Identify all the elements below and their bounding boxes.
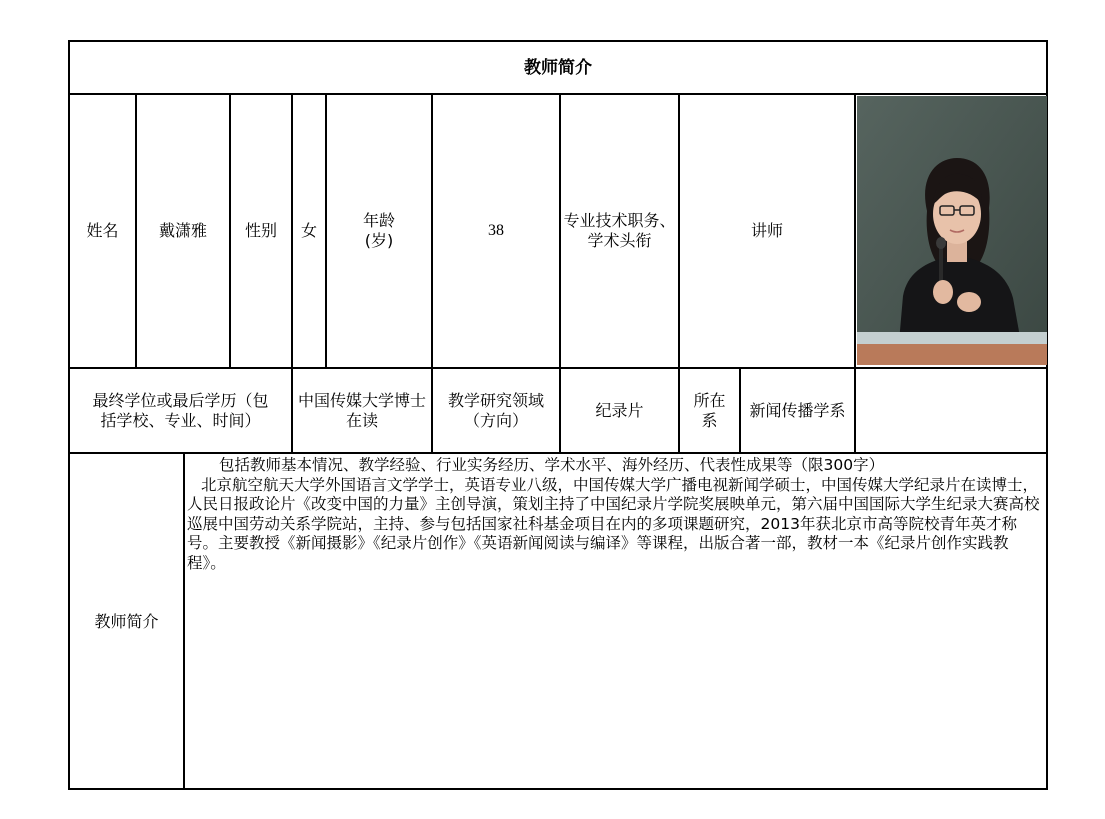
- teacher-photo: [857, 96, 1047, 365]
- photo-board: [857, 332, 1047, 346]
- age-label: 年龄 (岁): [362, 211, 395, 250]
- page-title: 教师简介: [524, 57, 592, 78]
- name-label: 姓名: [86, 221, 119, 240]
- empty-cell: [856, 369, 1046, 452]
- research-value: 纪录片: [595, 400, 644, 420]
- department-value: 新闻传播学系: [749, 400, 846, 420]
- rule-v: [183, 452, 185, 790]
- photo-hand: [933, 280, 953, 304]
- rank-label: 专业技术职务、学术头衔: [563, 211, 676, 250]
- name-value: 戴潇雅: [158, 221, 207, 240]
- photo-hand-second: [957, 292, 981, 312]
- department-label: 所在系: [693, 390, 726, 430]
- photo-illustration: [857, 96, 1047, 365]
- age-value: 38: [488, 222, 504, 239]
- intro-content: [187, 456, 1045, 573]
- intro-hint: 包括教师基本情况、教学经验、行业实务经历、学术水平、海外经历、代表性成果等（限300字）: [219, 456, 885, 474]
- education-value: 中国传媒大学博士在读: [297, 390, 426, 430]
- research-label: 教学研究领域（方向）: [447, 390, 544, 430]
- photo-microphone-head: [936, 237, 946, 249]
- intro-label: 教师简介: [94, 612, 159, 631]
- gender-label: 性别: [244, 221, 277, 240]
- gender-value: 女: [300, 221, 317, 240]
- intro-body: 北京航空航天大学外国语言文学学士，英语专业八级，中国传媒大学广播电视新闻学硕士，中国传媒大学纪录片在读博士，人民日报政论片《改变中国的力量》主创导演，策划主持了中国纪录片学院奖展映单元，第六届中国国际大学生纪录大赛高校巡展中国劳动关系学院站，主持、参与包括国家社科基金项目在内的多项课题研究，2013年获北京市高等院校青年英才称号。主要教授《新闻摄影》《纪录片创作》《英语新闻阅读与编译》等课程，出版合著一部，教材一本《纪录片创作实践教程》。: [187, 475, 1040, 572]
- rank-value: 讲师: [750, 221, 783, 240]
- photo-desk: [857, 344, 1047, 365]
- education-label: 最终学位或最后学历（包括学校、专业、时间）: [92, 390, 269, 430]
- rule-below-education-row: [70, 452, 1046, 454]
